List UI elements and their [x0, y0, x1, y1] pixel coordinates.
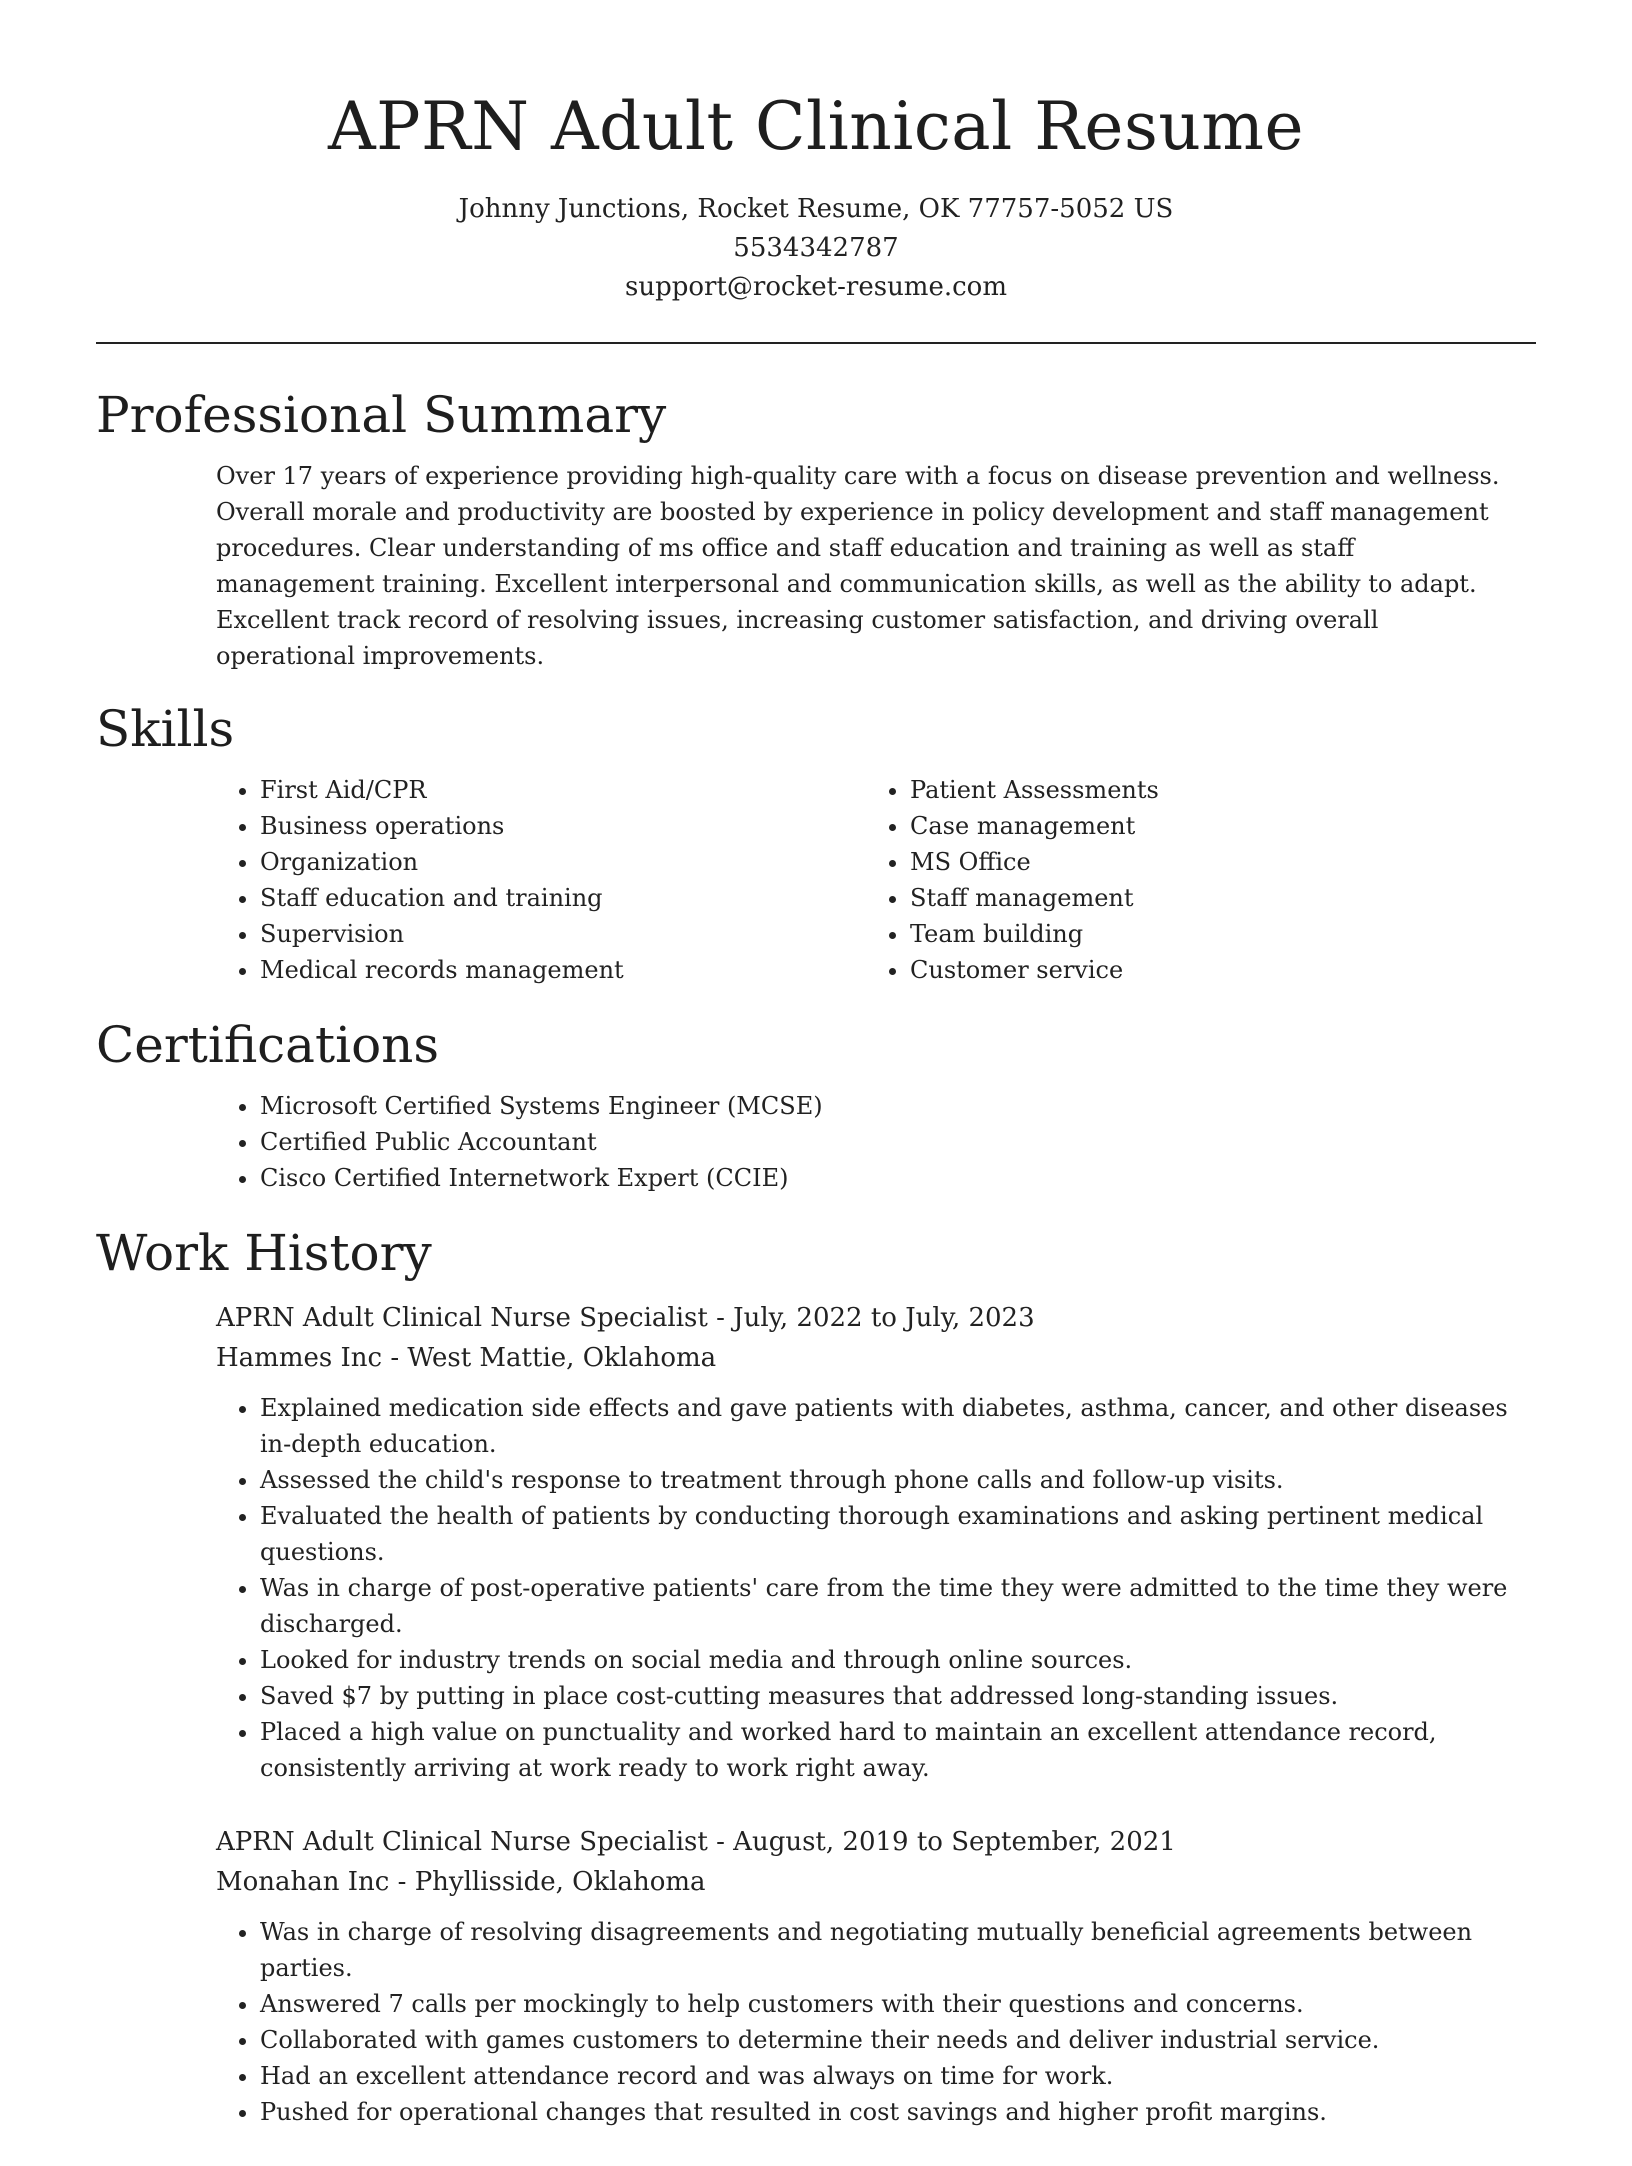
- skills-list-left: [216, 772, 866, 988]
- skills-list-right: [866, 772, 1516, 988]
- work-history-heading: Work History: [96, 1224, 432, 1282]
- header-divider: [96, 342, 1536, 344]
- job-bullet: • Saved $7 by putting in place cost-cutting measures that addressed long-standing issues.: [260, 1678, 1516, 1714]
- job-bullet: • Had an excellent attendance record and was always on time for work.: [260, 2058, 1516, 2094]
- job-bullets: [216, 1390, 1516, 1786]
- summary-heading: Professional Summary: [96, 386, 667, 444]
- job-title-line: APRN Adult Clinical Nurse Specialist - July, 2022 to July, 2023: [216, 1303, 1035, 1333]
- contact-email: support@rocket-resume.com: [624, 272, 1007, 302]
- skills-heading: Skills: [96, 700, 235, 758]
- job-bullet: • Pushed for operational changes that resulted in cost savings and higher profit margins.: [260, 2094, 1516, 2130]
- certifications-heading: Certifications: [96, 1016, 440, 1074]
- work-history-section: [216, 1298, 1516, 2130]
- job-bullet: • Explained medication side effects and gave patients with diabetes, asthma, cancer, and other diseases in-depth education.: [260, 1390, 1516, 1462]
- job-title: APRN Adult Clinical Nurse Specialist: [216, 1303, 708, 1333]
- certifications-list: [216, 1088, 1516, 1196]
- job-bullet: • Collaborated with games customers to determine their needs and deliver industrial service.: [260, 2022, 1516, 2058]
- contact-block: [0, 190, 1632, 307]
- certification-item: • Microsoft Certified Systems Engineer (MCSE): [260, 1088, 1516, 1124]
- skills-column-left: [216, 772, 866, 988]
- contact-address: Johnny Junctions, Rocket Resume, OK 77757-5052 US: [458, 194, 1174, 224]
- skill-item: • Staff management: [910, 880, 1516, 916]
- job-bullet: • Looked for industry trends on social media and through online sources.: [260, 1642, 1516, 1678]
- job-dates: July, 2022 to July, 2023: [733, 1303, 1035, 1333]
- job-company-line: Hammes Inc - West Mattie, Oklahoma: [216, 1343, 717, 1373]
- job-title-line: APRN Adult Clinical Nurse Specialist - August, 2019 to September, 2021: [216, 1827, 1176, 1857]
- job-bullet: • Evaluated the health of patients by conducting thorough examinations and asking pertinent medical questions.: [260, 1498, 1516, 1570]
- resume-content: [96, 380, 1536, 2166]
- job-bullet: • Assessed the child's response to treatment through phone calls and follow-up visits.: [260, 1462, 1516, 1498]
- job-bullet: • Was in charge of post-operative patients' care from the time they were admitted to the time they were discharged.: [260, 1570, 1516, 1642]
- job-bullet: • Placed a high value on punctuality and worked hard to maintain an excellent attendance record, consistently arriving at work ready to work right away.: [260, 1714, 1516, 1786]
- skill-item: • Supervision: [260, 916, 866, 952]
- skill-item: • Medical records management: [260, 952, 866, 988]
- contact-phone: 5534342787: [733, 233, 899, 263]
- skill-item: • Staff education and training: [260, 880, 866, 916]
- job-bullet: • Answered 7 calls per mockingly to help customers with their questions and concerns.: [260, 1986, 1516, 2022]
- job-company-line: Monahan Inc - Phyllisside, Oklahoma: [216, 1867, 706, 1897]
- resume-title: APRN Adult Clinical Resume: [327, 88, 1305, 165]
- skill-item: • First Aid/CPR: [260, 772, 866, 808]
- job-entry: [216, 1822, 1516, 2130]
- skills-section: [216, 772, 1516, 988]
- job-entry: [216, 1298, 1516, 1786]
- job-company: Hammes Inc: [216, 1343, 383, 1373]
- summary-section: [216, 458, 1516, 674]
- skill-item: • MS Office: [910, 844, 1516, 880]
- skill-item: • Customer service: [910, 952, 1516, 988]
- skills-column-right: [866, 772, 1516, 988]
- certifications-section: [216, 1088, 1516, 1196]
- job-location: West Mattie, Oklahoma: [407, 1343, 717, 1373]
- job-dates: August, 2019 to September, 2021: [733, 1827, 1176, 1857]
- skill-item: • Patient Assessments: [910, 772, 1516, 808]
- skill-item: • Team building: [910, 916, 1516, 952]
- resume-header: [0, 0, 1632, 307]
- skill-item: • Organization: [260, 844, 866, 880]
- job-title: APRN Adult Clinical Nurse Specialist: [216, 1827, 708, 1857]
- job-location: Phyllisside, Oklahoma: [414, 1867, 706, 1897]
- skill-item: • Case management: [910, 808, 1516, 844]
- skills-columns: [216, 772, 1516, 988]
- skill-item: • Business operations: [260, 808, 866, 844]
- job-bullet: • Was in charge of resolving disagreements and negotiating mutually beneficial agreements between parties.: [260, 1914, 1516, 1986]
- job-company: Monahan Inc: [216, 1867, 390, 1897]
- certification-item: • Cisco Certified Internetwork Expert (CCIE): [260, 1160, 1516, 1196]
- summary-text: Over 17 years of experience providing high-quality care with a focus on disease prevention and wellness. Overall morale and productivity are boosted by experience in policy development and staff management procedures. Clear understanding of ms office and staff education and training as well as staff management training. Excellent interpersonal and communication skills, as well as the ability to adapt. Excellent track record of resolving issues, increasing customer satisfaction, and driving overall operational improvements.: [216, 462, 1500, 670]
- job-bullets: [216, 1914, 1516, 2130]
- certification-item: • Certified Public Accountant: [260, 1124, 1516, 1160]
